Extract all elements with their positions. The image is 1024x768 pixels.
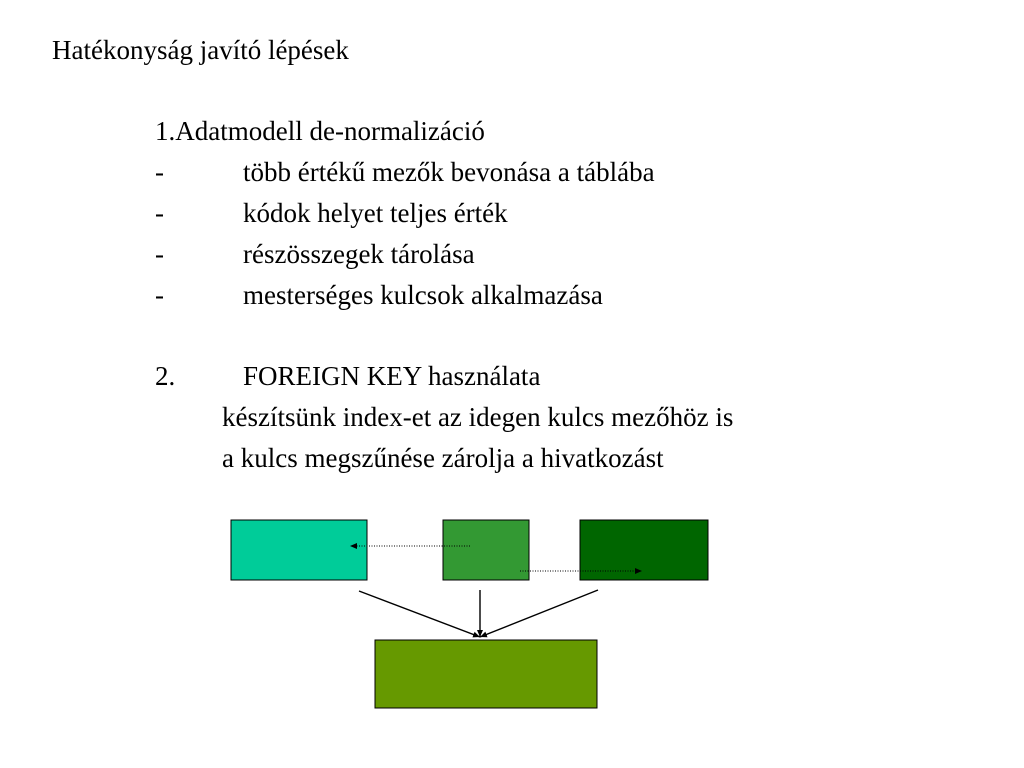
section2-line: a kulcs megszűnése zárolja a hivatkozást [222,443,664,473]
table-box-right [580,520,708,580]
section2-heading: FOREIGN KEY használata [243,361,541,391]
bullet-marker: - [155,239,164,269]
bullet-marker: - [155,157,164,187]
bullet-marker: - [155,198,164,228]
table-box-left [231,520,367,580]
section1-heading: 1.Adatmodell de-normalizáció [155,116,485,146]
bullet-item: több értékű mezők bevonása a táblába [243,157,655,187]
bullet-item: mesterséges kulcsok alkalmazása [243,280,603,310]
bullet-marker: - [155,280,164,310]
section2-number: 2. [155,361,176,391]
slide-title: Hatékonyság javító lépések [52,35,349,65]
bullet-item: részösszegek tárolása [243,239,475,269]
table-box-bottom [375,640,597,708]
arrow-left-to-bottom [359,591,480,637]
table-box-middle [443,520,529,580]
bullet-item: kódok helyet teljes érték [243,198,508,228]
section2-line: készítsünk index-et az idegen kulcs mezőhöz is [222,402,734,432]
arrow-right-to-bottom [480,590,598,637]
